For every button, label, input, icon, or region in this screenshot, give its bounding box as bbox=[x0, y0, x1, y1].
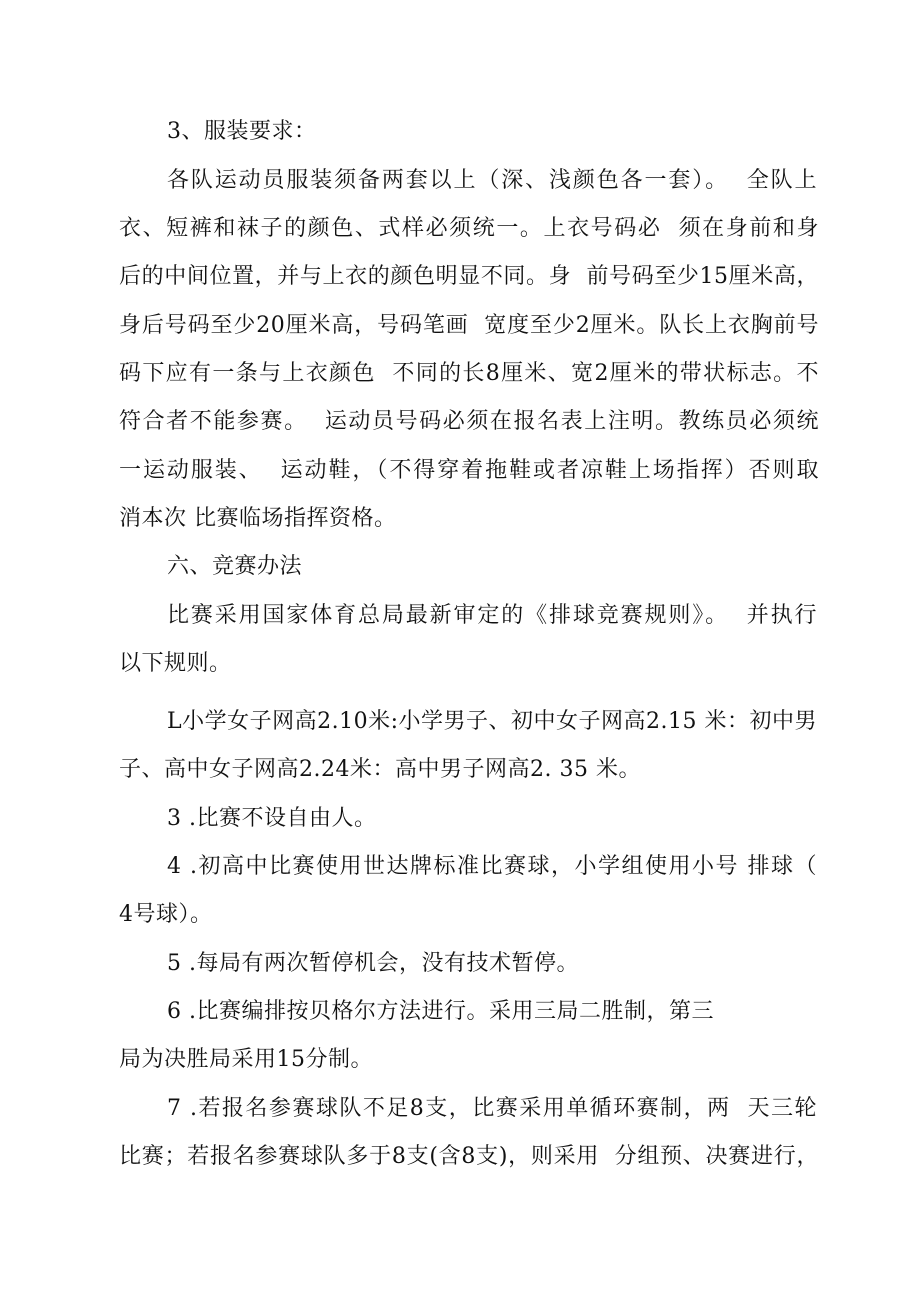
paragraph-line: 消本次 比赛临场指挥资格。 bbox=[119, 506, 397, 531]
paragraph-line: 码下应有一条与上衣颜色 不同的长8厘米、宽2厘米的带状标志。不 bbox=[119, 361, 819, 386]
paragraph-line: 比赛采用国家体育总局最新审定的《排球竞赛规则》。 并执行 bbox=[167, 603, 817, 628]
list-item: 6 .比赛编排按贝格尔方法进行。采用三局二胜制，第三 bbox=[167, 999, 714, 1024]
list-item: 5 .每局有两次暂停机会，没有技术暂停。 bbox=[167, 951, 579, 976]
list-item-continuation: 4号球）。 bbox=[119, 902, 213, 927]
clothing-heading: 3、服装要求： bbox=[167, 119, 317, 144]
paragraph-line: 一运动服装、 运动鞋，（不得穿着拖鞋或者凉鞋上场指挥）否则取 bbox=[119, 458, 819, 483]
list-item-continuation: 局为决胜局采用15分制。 bbox=[119, 1047, 373, 1072]
list-item: 4 .初高中比赛使用世达牌标准比赛球，小学组使用小号 排球（ bbox=[167, 854, 817, 879]
list-item: L小学女子网高2.10米:小学男子、初中女子网高2.15 米：初中男 bbox=[167, 709, 817, 734]
list-item-continuation: 子、高中女子网高2.24米：高中男子网高2. 35 米。 bbox=[119, 757, 641, 782]
section-heading: 六、竞赛办法 bbox=[167, 554, 303, 579]
paragraph-line: 衣、短裤和袜子的颜色、式样必须统一。上衣号码必 须在身前和身 bbox=[119, 216, 819, 241]
list-item-continuation: 比赛；若报名参赛球队多于8支(含8支)，则采用 分组预、决赛进行， bbox=[119, 1144, 819, 1169]
paragraph-line: 符合者不能参赛。 运动员号码必须在报名表上注明。教练员必须统 bbox=[119, 409, 819, 434]
list-item: 3 .比赛不设自由人。 bbox=[167, 806, 377, 831]
paragraph-line: 后的中间位置，并与上衣的颜色明显不同。身 前号码至少15厘米高， bbox=[119, 264, 819, 289]
paragraph-line: 各队运动员服装须备两套以上（深、浅颜色各一套）。 全队上 bbox=[167, 168, 817, 193]
paragraph-line: 以下规则。 bbox=[119, 651, 232, 676]
paragraph-line: 身后号码至少20厘米高，号码笔画 宽度至少2厘米。队长上衣胸前号 bbox=[119, 313, 819, 338]
list-item: 7 .若报名参赛球队不足8支，比赛采用单循环赛制，两 天三轮 bbox=[167, 1096, 817, 1121]
